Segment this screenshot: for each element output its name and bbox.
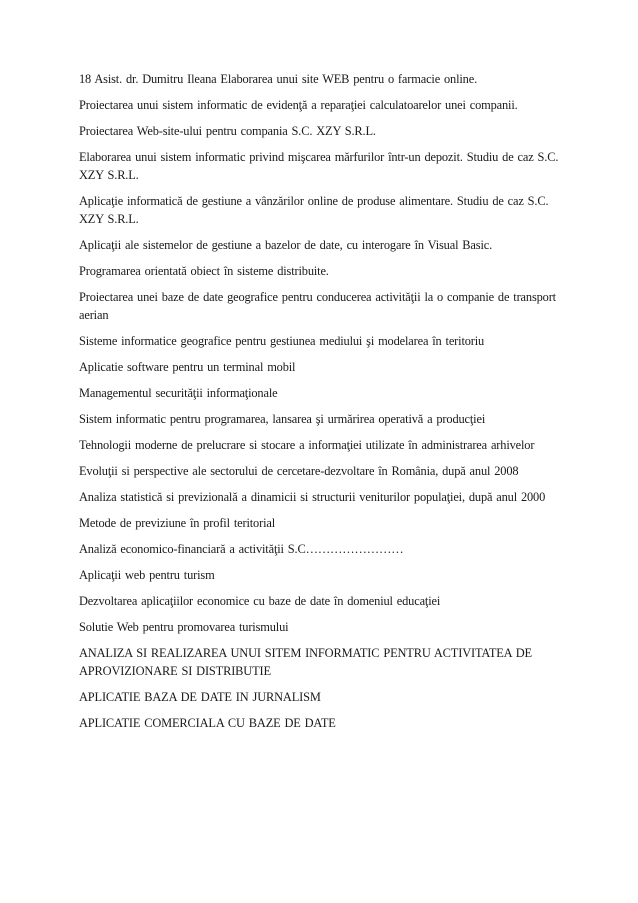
topic-line: Analiza statistică si previzională a dinamicii si structurii veniturilor populaţiei, după anul 2000 xyxy=(79,490,546,504)
topic-line: Evoluţii si perspective ale sectorului de cercetare-dezvoltare în România, după anul 2008 xyxy=(79,464,519,478)
topic-line: Proiectarea unui sistem informatic de evidenţă a reparaţiei calculatoarelor unei companii. xyxy=(79,98,518,112)
topic-line: Sisteme informatice geografice pentru gestiunea mediului şi modelarea în teritoriu xyxy=(79,334,485,348)
topic-line: Sistem informatic pentru programarea, lansarea şi urmărirea operativă a producţiei xyxy=(79,412,486,426)
topic-line: Aplicaţii ale sistemelor de gestiune a bazelor de date, cu interogare în Visual Basic. xyxy=(79,238,493,252)
topic-line: Aplicaţii web pentru turism xyxy=(79,568,215,582)
topic-line: Elaborarea unui sistem informatic privind mişcarea mărfurilor într-un depozit. Studiu de caz S.C. XZY S.R.L. xyxy=(79,150,559,182)
topic-line: Solutie Web pentru promovarea turismului xyxy=(79,620,289,634)
topic-line: Aplicaţie informatică de gestiune a vânzărilor online de produse alimentare. Studiu de caz S.C. XZY S.R.L. xyxy=(79,194,549,226)
topic-line: Proiectarea Web-site-ului pentru compania S.C. XZY S.R.L. xyxy=(79,124,376,138)
topic-line: 18 Asist. dr. Dumitru Ileana Elaborarea unui site WEB pentru o farmacie online. xyxy=(79,72,478,86)
topic-line: Proiectarea unei baze de date geografice pentru conducerea activităţii la o companie de transport aerian xyxy=(79,290,556,322)
topic-line: ANALIZA SI REALIZAREA UNUI SITEM INFORMATIC PENTRU ACTIVITATEA DE APROVIZIONARE SI DISTRIBUTIE xyxy=(79,646,532,678)
topic-line: Aplicatie software pentru un terminal mobil xyxy=(79,360,296,374)
topic-line: APLICATIE COMERCIALA CU BAZE DE DATE xyxy=(79,716,336,730)
topic-line: Analiză economico-financiară a activităţii S.C…………………… xyxy=(79,542,404,556)
topic-line: Tehnologii moderne de prelucrare si stocare a informaţiei utilizate în administrarea arhivelor xyxy=(79,438,535,452)
thesis-topic-list xyxy=(79,70,563,740)
topic-line: Programarea orientată obiect în sisteme distribuite. xyxy=(79,264,329,278)
topic-line: Dezvoltarea aplicaţiilor economice cu baze de date în domeniul educaţiei xyxy=(79,594,441,608)
topic-line: Metode de previziune în profil teritorial xyxy=(79,516,275,530)
topic-line: APLICATIE BAZA DE DATE IN JURNALISM xyxy=(79,690,321,704)
topic-line: Managementul securităţii informaţionale xyxy=(79,386,278,400)
